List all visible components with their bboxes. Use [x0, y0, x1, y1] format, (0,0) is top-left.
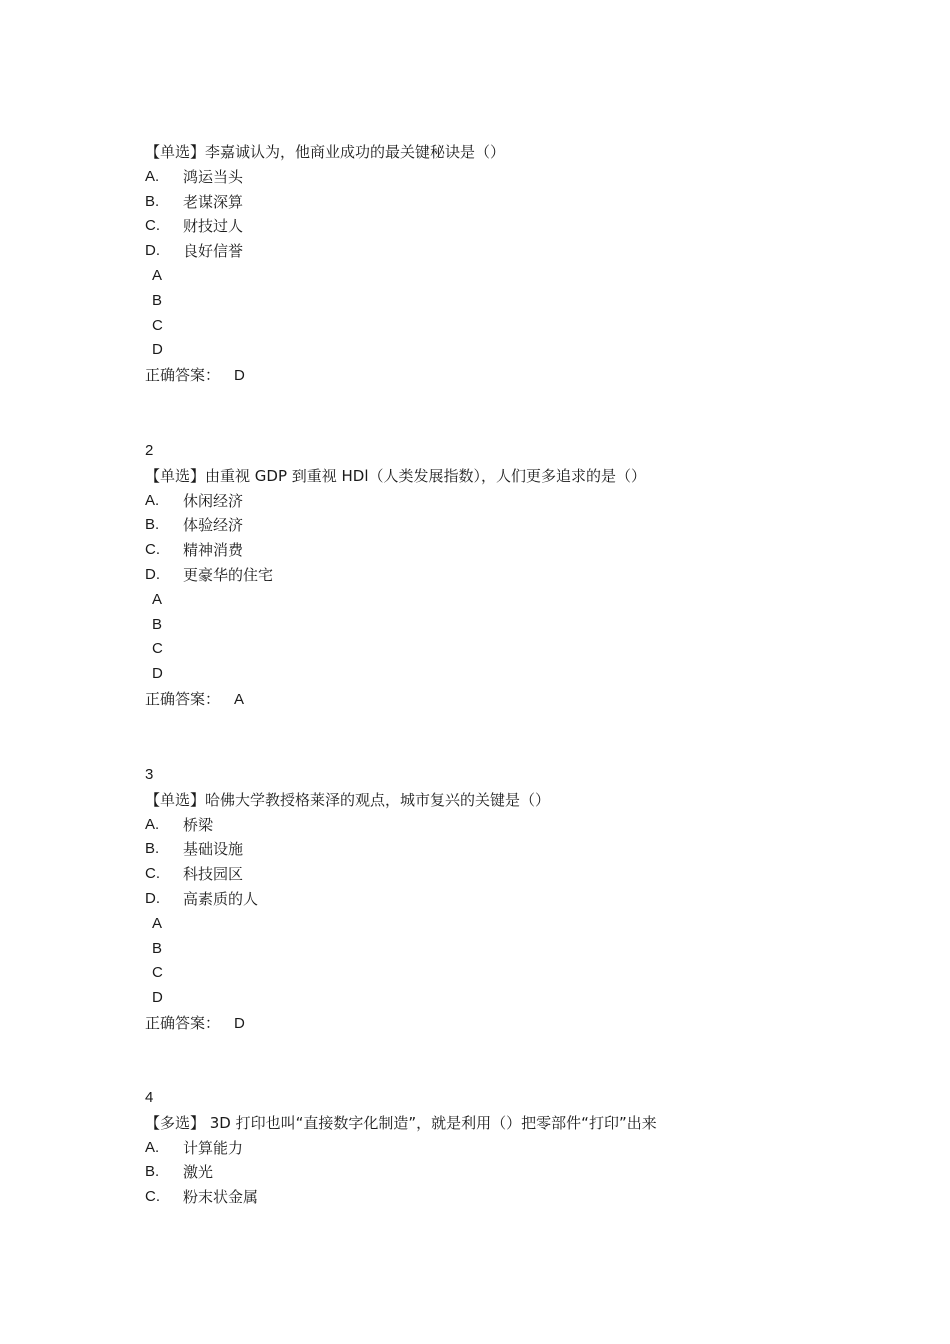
option-letter: A.	[145, 491, 160, 509]
option-d	[145, 563, 845, 588]
choice-c: C	[152, 964, 163, 982]
option-d	[145, 239, 845, 264]
answer-line	[145, 687, 845, 712]
option-text: 桥梁	[183, 815, 214, 834]
answer-value: D	[234, 1014, 245, 1032]
option-a	[145, 489, 845, 514]
choice-d: D	[152, 665, 163, 683]
option-b	[145, 1160, 845, 1185]
option-text: 激光	[183, 1163, 214, 1182]
option-a	[145, 1136, 845, 1161]
option-c	[145, 538, 845, 563]
option-letter: A.	[145, 815, 160, 833]
option-text: 精神消费	[183, 541, 244, 560]
option-letter: B.	[145, 1163, 160, 1181]
option-text: 财技过人	[183, 217, 244, 236]
choice-b: B	[152, 615, 163, 633]
option-c	[145, 862, 845, 887]
option-text: 计算能力	[183, 1138, 244, 1157]
option-text: 基础设施	[183, 840, 244, 859]
option-text: 休闲经济	[183, 491, 244, 510]
option-letter: B.	[145, 516, 160, 534]
option-text: 高素质的人	[183, 889, 259, 908]
option-letter: C.	[145, 865, 160, 883]
option-letter: A.	[145, 1138, 160, 1156]
option-text: 鸿运当头	[183, 167, 244, 186]
answer-label: 正确答案：	[145, 366, 221, 385]
question-number: 2	[145, 442, 154, 459]
answer-value: A	[234, 690, 245, 708]
question-3	[145, 763, 845, 1036]
option-text: 老谋深算	[183, 192, 244, 211]
option-text: 粉末状金属	[183, 1188, 259, 1207]
choice-d: D	[152, 341, 163, 359]
option-a	[145, 165, 845, 190]
option-c	[145, 214, 845, 239]
question-stem: 【单选】李嘉诚认为，他商业成功的最关键秘诀是（）	[145, 143, 506, 161]
question-number: 4	[145, 1089, 154, 1106]
option-letter: C.	[145, 541, 160, 559]
choice-d: D	[152, 989, 163, 1007]
option-letter: B.	[145, 192, 160, 210]
option-a	[145, 813, 845, 838]
option-b	[145, 190, 845, 215]
question-2	[145, 439, 845, 712]
choice-a: A	[152, 266, 163, 284]
option-letter: D.	[145, 565, 160, 583]
choice-c: C	[152, 316, 163, 334]
option-letter: D.	[145, 242, 160, 260]
choice-a: A	[152, 914, 163, 932]
choice-b: B	[152, 291, 163, 309]
option-text: 科技园区	[183, 865, 244, 884]
choice-b: B	[152, 939, 163, 957]
question-stem: 【单选】哈佛大学教授格莱泽的观点，城市复兴的关键是（）	[145, 790, 551, 809]
answer-line	[145, 363, 845, 388]
choice-a: A	[152, 590, 163, 608]
question-1	[145, 140, 845, 388]
option-text: 更豪华的住宅	[183, 565, 274, 584]
option-letter: B.	[145, 840, 160, 858]
question-stem: 【多选】 3D 打印也叫“直接数字化制造”，就是利用（）把零部件“打印”出来	[145, 1113, 657, 1132]
answer-line	[145, 1011, 845, 1036]
option-letter: A.	[145, 167, 160, 185]
option-b	[145, 837, 845, 862]
question-4	[145, 1086, 845, 1210]
answer-value: D	[234, 367, 245, 385]
option-d	[145, 887, 845, 912]
option-letter: C.	[145, 1188, 160, 1206]
option-c	[145, 1185, 845, 1210]
answer-label: 正确答案：	[145, 689, 221, 708]
option-b	[145, 513, 845, 538]
choice-c: C	[152, 640, 163, 658]
question-number: 3	[145, 766, 154, 783]
option-letter: C.	[145, 217, 160, 235]
option-text: 良好信誉	[183, 242, 244, 261]
question-stem: 【单选】由重视 GDP 到重视 HDl（人类发展指数），人们更多追求的是（）	[145, 466, 647, 485]
option-letter: D.	[145, 889, 160, 907]
option-text: 体验经济	[183, 516, 244, 535]
answer-label: 正确答案：	[145, 1013, 221, 1032]
